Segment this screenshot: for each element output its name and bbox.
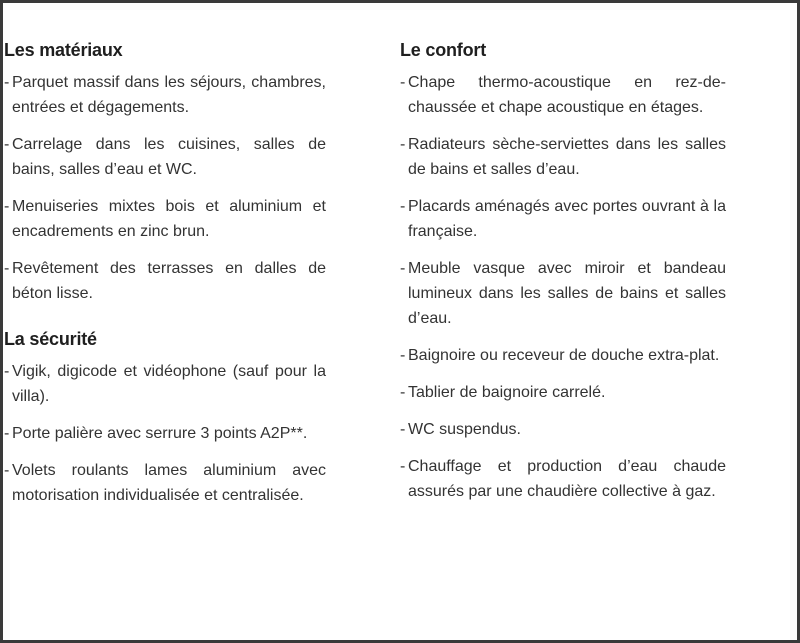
list-item <box>400 194 726 244</box>
list-item-text: Carrelage dans les cuisines, salles de bains, salles d’eau et WC. <box>12 136 326 178</box>
list-item-text: Radiateurs sèche-serviettes dans les salles de bains et salles d’eau. <box>408 136 726 178</box>
list-item-text: Vigik, digicode et vidéophone (sauf pour la villa). <box>12 363 326 405</box>
list-item-text: Volets roulants lames aluminium avec motorisation individualisée et centralisée. <box>12 462 326 504</box>
section-title-materiaux: Les matériaux <box>4 40 123 60</box>
list-item <box>4 194 326 244</box>
list-item-text: Placards aménagés avec portes ouvrant à la française. <box>408 198 726 240</box>
bullet-dash: - <box>4 74 10 91</box>
left-column <box>4 36 326 520</box>
list-item-text: Baignoire ou receveur de douche extra-plat. <box>408 347 720 364</box>
section-title-confort: Le confort <box>400 40 486 60</box>
list-item-text: WC suspendus. <box>408 421 521 438</box>
list-item-text: Porte palière avec serrure 3 points A2P**. <box>12 425 308 442</box>
list-item <box>400 380 726 405</box>
list-item <box>4 70 326 120</box>
list-confort <box>400 70 726 504</box>
list-securite <box>4 359 326 508</box>
section-confort <box>400 36 726 504</box>
list-item-text: Tablier de baignoire carrelé. <box>408 384 606 401</box>
list-item <box>4 458 326 508</box>
bullet-dash: - <box>400 384 406 401</box>
list-item-text: Meuble vasque avec miroir et bandeau lumineux dans les salles de bains et salles d’eau. <box>408 260 726 327</box>
list-item-text: Parquet massif dans les séjours, chambres, entrées et dégagements. <box>12 74 326 116</box>
right-column <box>400 36 726 516</box>
list-item <box>4 421 326 446</box>
bullet-dash: - <box>4 363 10 380</box>
list-materiaux <box>4 70 326 306</box>
list-item <box>400 454 726 504</box>
bullet-dash: - <box>4 198 10 215</box>
list-item <box>400 132 726 182</box>
bullet-dash: - <box>4 260 10 277</box>
list-item <box>4 132 326 182</box>
section-securite <box>4 325 326 508</box>
bullet-dash: - <box>4 462 10 479</box>
bullet-dash: - <box>400 74 406 91</box>
list-item <box>4 359 326 409</box>
list-item-text: Chauffage et production d’eau chaude assurés par une chaudière collective à gaz. <box>408 458 726 500</box>
list-item <box>400 256 726 331</box>
section-title-securite: La sécurité <box>4 329 97 349</box>
list-item-text: Menuiseries mixtes bois et aluminium et encadrements en zinc brun. <box>12 198 326 240</box>
list-item <box>400 417 726 442</box>
list-item-text: Revêtement des terrasses en dalles de béton lisse. <box>12 260 326 302</box>
frame-border-left <box>0 0 3 643</box>
bullet-dash: - <box>400 198 406 215</box>
bullet-dash: - <box>400 136 406 153</box>
list-item <box>400 70 726 120</box>
list-item <box>400 343 726 368</box>
bullet-dash: - <box>400 421 406 438</box>
bullet-dash: - <box>4 425 10 442</box>
list-item <box>4 256 326 306</box>
section-materiaux <box>4 36 326 306</box>
bullet-dash: - <box>4 136 10 153</box>
bullet-dash: - <box>400 347 406 364</box>
bullet-dash: - <box>400 458 406 475</box>
list-item-text: Chape thermo-acoustique en rez-de-chaussée et chape acoustique en étages. <box>408 74 726 116</box>
bullet-dash: - <box>400 260 406 277</box>
frame-border-top <box>0 0 800 3</box>
